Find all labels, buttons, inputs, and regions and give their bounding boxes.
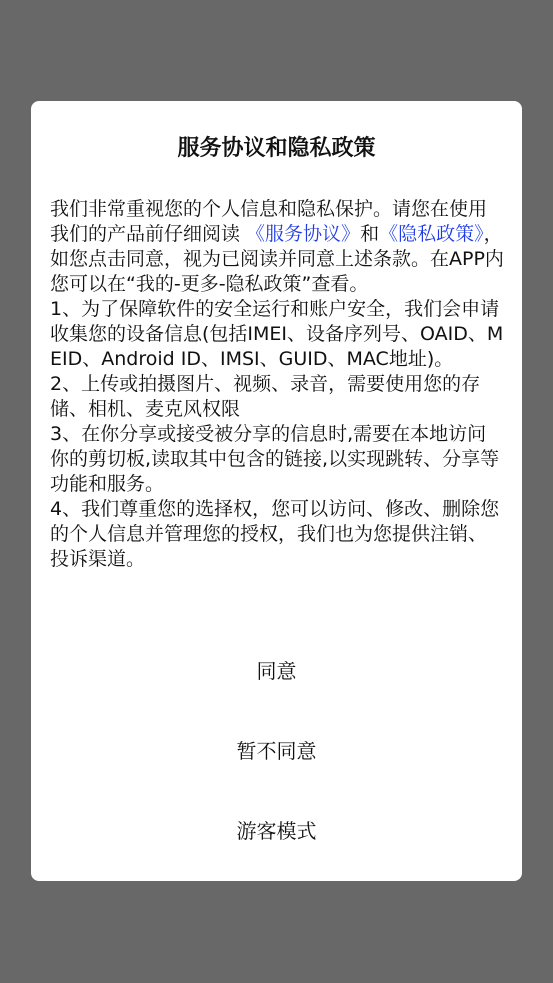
dialog-content: [50, 197, 504, 572]
policy-item-media-permissions: 2、上传或拍摄图片、视频、录音，需要使用您的存储、相机、麦克风权限: [50, 373, 481, 420]
dialog-actions: [31, 631, 522, 871]
privacy-dialog: [31, 101, 522, 881]
dialog-title: 服务协议和隐私政策: [177, 136, 376, 161]
intro-paragraph: [50, 197, 504, 297]
intro-text-2: 和: [360, 223, 380, 245]
service-agreement-link[interactable]: 《服务协议》: [246, 223, 361, 245]
intro-text-3: ， 如您点击同意，视为已阅读并同意上述条款。在APP内您可以在“我的-更多-隐私政策”查看。: [50, 223, 504, 295]
privacy-policy-link[interactable]: 《隐私政策》: [379, 223, 484, 245]
guest-mode-button[interactable]: 游客模式: [31, 791, 522, 871]
policy-item-clipboard: 3、在你分享或接受被分享的信息时,需要在本地访问你的剪切板,读取其中包含的链接,以实现跳转、分享等功能和服务。: [50, 423, 500, 495]
agree-button[interactable]: 同意: [31, 631, 522, 711]
disagree-button[interactable]: 暂不同意: [31, 711, 522, 791]
intro-text-1: 我们非常重视您的个人信息和隐私保护。请您在使用我们的产品前仔细阅读: [50, 198, 488, 245]
policy-item-user-rights: 4、我们尊重您的选择权，您可以访问、修改、删除您的个人信息并管理您的授权，我们也为您提供注销、投诉渠道。: [50, 498, 500, 570]
policy-item-device-info: 1、为了保障软件的安全运行和账户安全，我们会申请收集您的设备信息(包括IMEI、设备序列号、OAID、MEID、Android ID、IMSI、GUID、MAC地址)。: [50, 298, 504, 370]
